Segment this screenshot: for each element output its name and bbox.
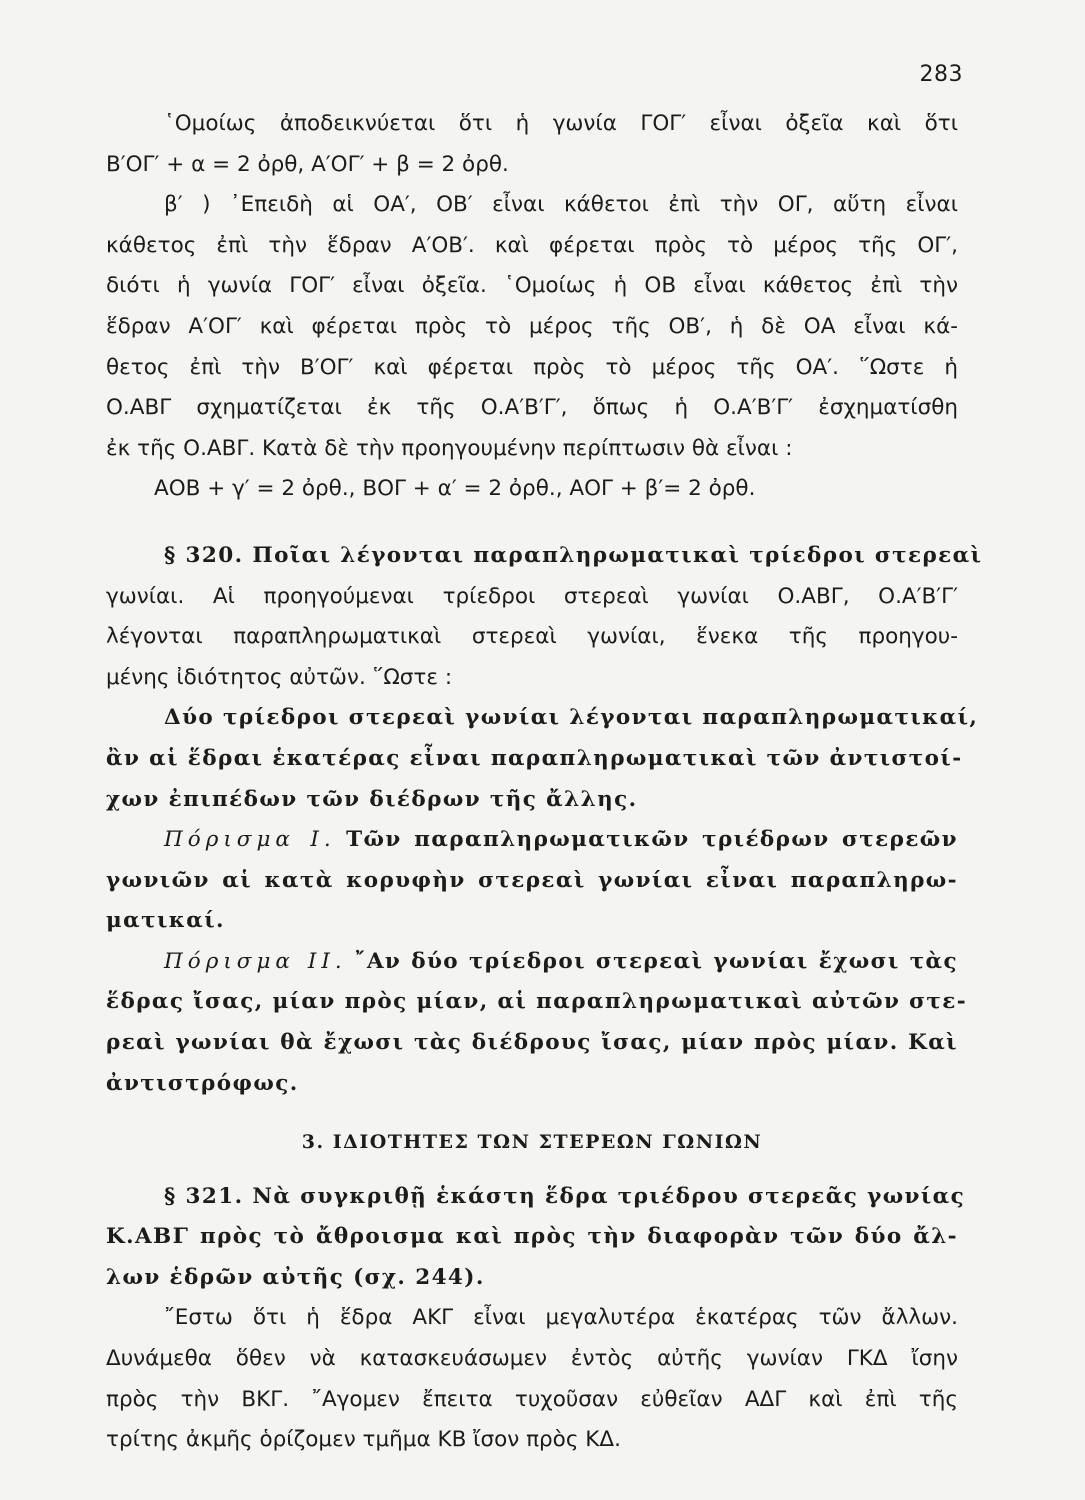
text-line: πρὸς τὴν ΒΚΓ. ῎Αγομεν ἔπειτα τυχοῦσαν εὐθεῖαν ΑΔΓ καὶ ἐπὶ τῆς bbox=[106, 1386, 958, 1412]
section-321-title: § 321. Νὰ συγκριθῇ ἑκάστη ἕδρα τριέδρου στερεᾶς γωνίας bbox=[164, 1183, 966, 1209]
page-number: 283 bbox=[919, 62, 963, 87]
text-line: γωνίαι. Αἱ προηγούμεναι τρίεδροι στερεαὶ γωνίαι Ο.ΑΒΓ, Ο.Α′Β′Γ′ bbox=[106, 583, 958, 609]
text-line: λέγονται παραπληρωματικαὶ στερεαὶ γωνίαι, ἕνεκα τῆς προηγου- bbox=[106, 624, 958, 650]
corollary-1-label: Πόρισμα Ι. bbox=[164, 827, 336, 853]
corollary-2-text: ῎Αν δύο τρίεδροι στερεαὶ γωνίαι ἔχωσι τὰς bbox=[354, 948, 958, 974]
text-line: ῾Ομοίως ἀποδεικνύεται ὅτι ἡ γωνία ΓΟΓ′ εἶναι ὀξεῖα καὶ ὅτι bbox=[164, 111, 958, 136]
section-320-title: § 320. Ποῖαι λέγονται παραπληρωματικαὶ τρίεδροι στερεαὶ bbox=[164, 542, 983, 568]
corollary-2-label: Πόρισμα ΙΙ. bbox=[164, 948, 347, 974]
definition-line: χων ἐπιπέδων τῶν διέδρων τῆς ἄλλης. bbox=[106, 786, 638, 812]
corollary-1 bbox=[106, 826, 958, 853]
chapter-heading: 3. ΙΔΙΟΤΗΤΕΣ ΤΩΝ ΣΤΕΡΕΩΝ ΓΩΝΙΩΝ bbox=[301, 1130, 763, 1153]
corollary-line: γωνιῶν αἱ κατὰ κορυφὴν στερεαὶ γωνίαι εἶναι παραπληρω- bbox=[106, 867, 958, 893]
corollary-line: ἕδρας ἴσας, μίαν πρὸς μίαν, αἱ παραπληρωματικαὶ αὐτῶν στε- bbox=[106, 989, 968, 1015]
corollary-line: ἀντιστρόφως. bbox=[106, 1070, 299, 1096]
text-line: ἐκ τῆς Ο.ΑΒΓ. Κατὰ δὲ τὴν προηγουμένην περίπτωσιν θὰ εἶναι : bbox=[106, 435, 793, 461]
text-line: β′ ) ᾿Επειδὴ αἱ ΟΑ′, ΟΒ′ εἶναι κάθετοι ἐπὶ τὴν ΟΓ, αὕτη εἶναι bbox=[164, 192, 958, 218]
page-body bbox=[106, 110, 983, 1467]
section-321-title-cont: Κ.ΑΒΓ πρὸς τὸ ἄθροισμα καὶ πρὸς τὴν διαφορὰν τῶν δύο ἄλ- bbox=[106, 1224, 958, 1250]
corollary-line: ματικαί. bbox=[106, 908, 225, 934]
text-line: κάθετος ἐπὶ τὴν ἕδραν Α′ΟΒ′. καὶ φέρεται πρὸς τὸ μέρος τῆς ΟΓ′, bbox=[106, 232, 958, 258]
equation-line: Β′ΟΓ′ + α = 2 ὀρθ, Α′ΟΓ′ + β = 2 ὀρθ. bbox=[106, 151, 509, 177]
text-line: διότι ἡ γωνία ΓΟΓ′ εἶναι ὀξεῖα. ῾Ομοίως ἡ ΟΒ εἶναι κάθετος ἐπὶ τὴν bbox=[106, 273, 958, 299]
text-line: Ο.ΑΒΓ σχηματίζεται ἐκ τῆς Ο.Α′Β′Γ′, ὅπως ἡ Ο.Α′Β′Γ′ ἐσχηματίσθη bbox=[106, 395, 958, 421]
corollary-line: ρεαὶ γωνίαι θὰ ἔχωσι τὰς διέδρους ἴσας, μίαν πρὸς μίαν. Καὶ bbox=[106, 1030, 958, 1056]
definition-line: ἂν αἱ ἕδραι ἑκατέρας εἶναι παραπληρωματικαὶ τῶν ἀντιστοί- bbox=[106, 745, 963, 771]
definition-line: Δύο τρίεδροι στερεαὶ γωνίαι λέγονται παραπληρωματικαί, bbox=[164, 705, 979, 731]
section-321-title-end: λων ἑδρῶν αὐτῆς (σχ. 244). bbox=[106, 1264, 485, 1290]
text-line: ἕδραν Α′ΟΓ′ καὶ φέρεται πρὸς τὸ μέρος τῆς ΟΒ′, ἡ δὲ ΟΑ εἶναι κά- bbox=[106, 313, 958, 339]
text-line: τρίτης ἀκμῆς ὁρίζομεν τμῆμα ΚΒ ἴσον πρὸς ΚΔ. bbox=[106, 1427, 621, 1453]
text-line: θετος ἐπὶ τὴν Β′ΟΓ′ καὶ φέρεται πρὸς τὸ μέρος τῆς ΟΑ′. ῞Ωστε ἡ bbox=[106, 354, 958, 380]
text-line: μένης ἰδιότητος αὐτῶν. ῞Ωστε : bbox=[106, 664, 453, 690]
equation-line: ΑΟΒ + γ′ = 2 ὀρθ., ΒΟΓ + α′ = 2 ὀρθ., ΑΟΓ + β′= 2 ὀρθ. bbox=[154, 476, 756, 502]
corollary-2 bbox=[106, 948, 958, 975]
corollary-1-text: Τῶν παραπληρωματικῶν τριέδρων στερεῶν bbox=[346, 827, 958, 853]
text-line: ῎Εστω ὅτι ἡ ἕδρα ΑΚΓ εἶναι μεγαλυτέρα ἑκατέρας τῶν ἄλλων. bbox=[164, 1305, 958, 1331]
text-line: Δυνάμεθα ὅθεν νὰ κατασκευάσωμεν ἐντὸς αὐτῆς γωνίαν ΓΚΔ ἴσην bbox=[106, 1346, 958, 1372]
